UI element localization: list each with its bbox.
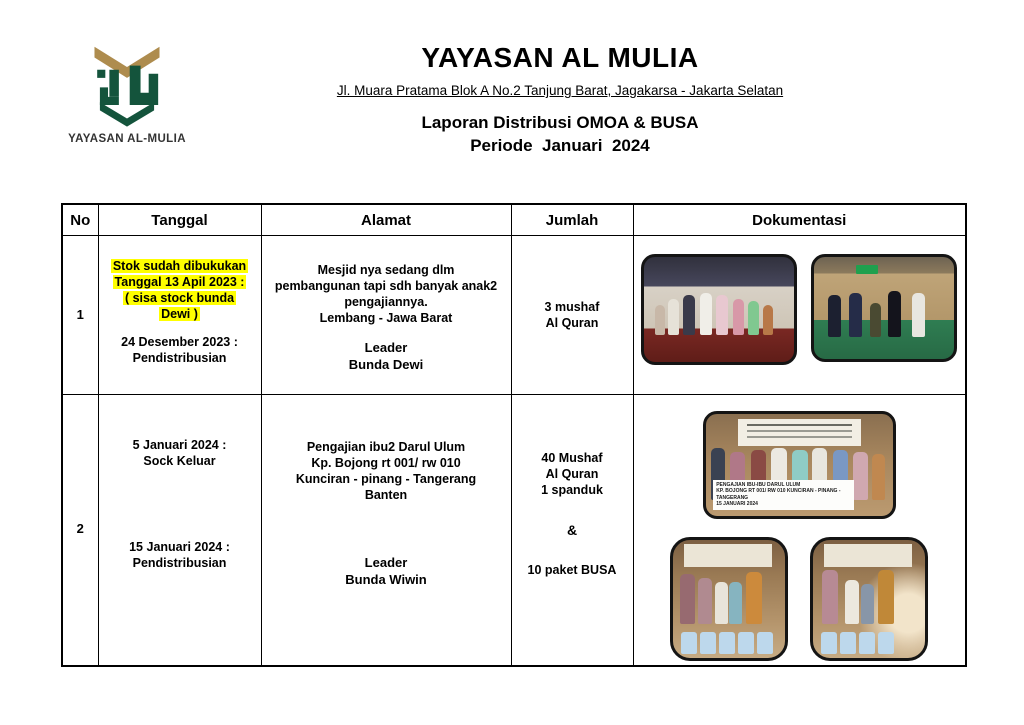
cell-alamat [261,395,511,666]
col-header-jumlah: Jumlah [511,204,633,236]
col-header-tanggal: Tanggal [98,204,261,236]
cell-no: 1 [62,236,98,395]
cell-jumlah [511,395,633,666]
leader-block: Leader Bunda Wiwin [345,555,427,587]
table-row [62,236,966,395]
cell-tanggal [98,236,261,395]
logo-caption: YAYASAN AL-MULIA [68,133,186,145]
cell-dokumentasi [633,395,966,666]
alamat-text: Pengajian ibu2 Darul Ulum Kp. Bojong rt 001/ rw 010 Kunciran - pinang - Tangerang Banten [295,440,477,502]
cell-alamat [261,236,511,395]
col-header-alamat: Alamat [261,204,511,236]
table-row [62,395,966,666]
col-header-no: No [62,204,98,236]
leader-block: Leader Bunda Dewi [348,340,424,372]
document-header [210,42,910,156]
jumlah-text: 40 Mushaf Al Quran 1 spanduk & 10 paket BUSA [527,451,617,577]
photo-package-handover-left [670,537,788,661]
cell-jumlah: 3 mushaf Al Quran [511,236,633,395]
photo-women-quran-group [703,411,896,519]
photo-package-handover-right [810,537,928,661]
tanggal-highlight-block: Stok sudah dibukukan Tanggal 13 Apil 2023 : ( sisa stock bunda Dewi ) [112,259,247,321]
distribution-table [61,203,967,667]
photo-caption: PENGAJIAN IBU-IBU DARUL ULUM KP. BOJONG RT 001/ RW 010 KUNCIRAN - PINANG - TANGERANG 15 JANUARI 2024 [713,480,854,510]
org-address: Jl. Muara Pratama Blok A No.2 Tanjung Barat, Jagakarsa - Jakarta Selatan [336,83,784,98]
alamat-text: Mesjid nya sedang dlm pembangunan tapi sdh banyak anak2 pengajiannya. Lembang - Jawa Barat [274,263,498,325]
report-title: Laporan Distribusi OMOA & BUSA [421,113,699,132]
tanggal-block-2: 15 Januari 2024 : Pendistribusian [129,540,230,570]
tanggal-block-1: 5 Januari 2024 : Sock Keluar [132,438,227,468]
cell-no: 2 [62,395,98,666]
org-name: YAYASAN AL MULIA [421,42,699,73]
report-period: Periode Januari 2024 [470,136,650,155]
cell-dokumentasi [633,236,966,395]
org-logo-icon [85,44,169,128]
cell-tanggal [98,395,261,666]
col-header-dokumentasi: Dokumentasi [633,204,966,236]
photo-night-children-group [641,254,797,365]
tanggal-date-block: 24 Desember 2023 : Pendistribusian [121,335,238,365]
org-logo [62,44,192,145]
photo-mosque-boys-group [811,254,957,362]
table-header-row [62,204,966,236]
event-banner [738,419,861,446]
